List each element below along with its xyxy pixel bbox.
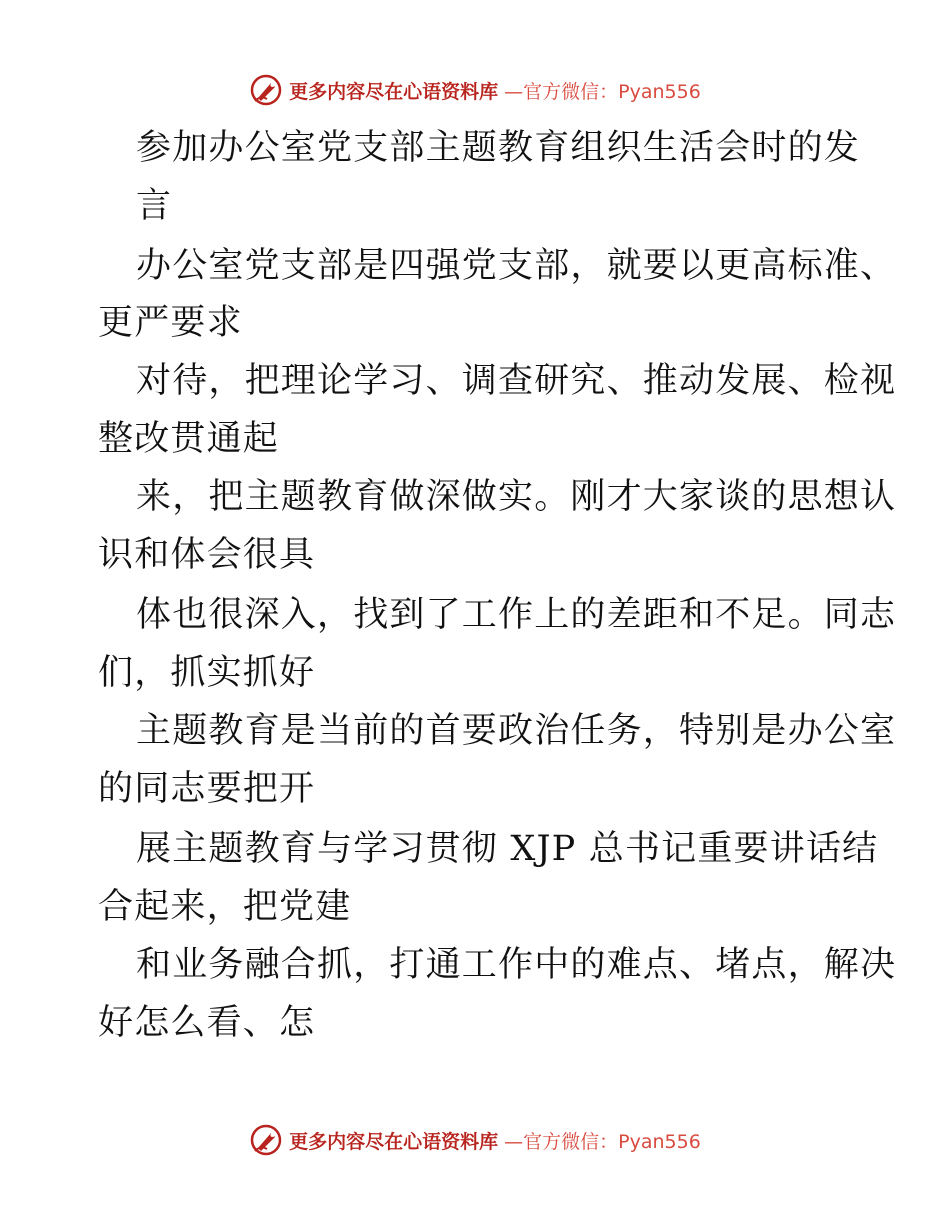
- body-line: 们，抓实抓好: [98, 653, 316, 693]
- pen-nib-logo-icon: [249, 1123, 283, 1157]
- body-line: 体也很深入，找到了工作上的差距和不足。同志: [136, 595, 897, 635]
- footer-banner: [0, 1120, 950, 1160]
- body-line: 好怎么看、怎: [98, 1003, 316, 1043]
- footer-banner-text: 更多内容尽在心语资料库: [289, 1130, 499, 1153]
- footer-banner-contact: —官方微信：Pyan556: [504, 1130, 701, 1153]
- body-line: 办公室党支部是四强党支部，就要以更高标准、: [136, 246, 897, 286]
- document-title-line-2: 言: [136, 186, 173, 226]
- body-line: 的同志要把开: [98, 769, 316, 809]
- body-line: 展主题教育与学习贯彻 XJP 总书记重要讲话结: [136, 829, 879, 869]
- header-banner-contact: —官方微信：Pyan556: [504, 80, 701, 103]
- body-line: 合起来，把党建: [98, 887, 352, 927]
- body-line: 识和体会很具: [98, 535, 316, 575]
- pen-nib-logo-icon: [249, 73, 283, 107]
- document-title-line-1: 参加办公室党支部主题教育组织生活会时的发: [136, 128, 861, 168]
- body-line: 整改贯通起: [98, 419, 280, 459]
- body-line: 和业务融合抓，打通工作中的难点、堵点，解决: [136, 945, 897, 985]
- body-line: 主题教育是当前的首要政治任务，特别是办公室: [136, 711, 897, 751]
- body-line: 更严要求: [98, 303, 243, 343]
- header-banner: [0, 70, 950, 110]
- body-line: 对待，把理论学习、调查研究、推动发展、检视: [136, 361, 897, 401]
- header-banner-text: 更多内容尽在心语资料库: [289, 80, 499, 103]
- body-line: 来，把主题教育做深做实。刚才大家谈的思想认: [136, 477, 897, 517]
